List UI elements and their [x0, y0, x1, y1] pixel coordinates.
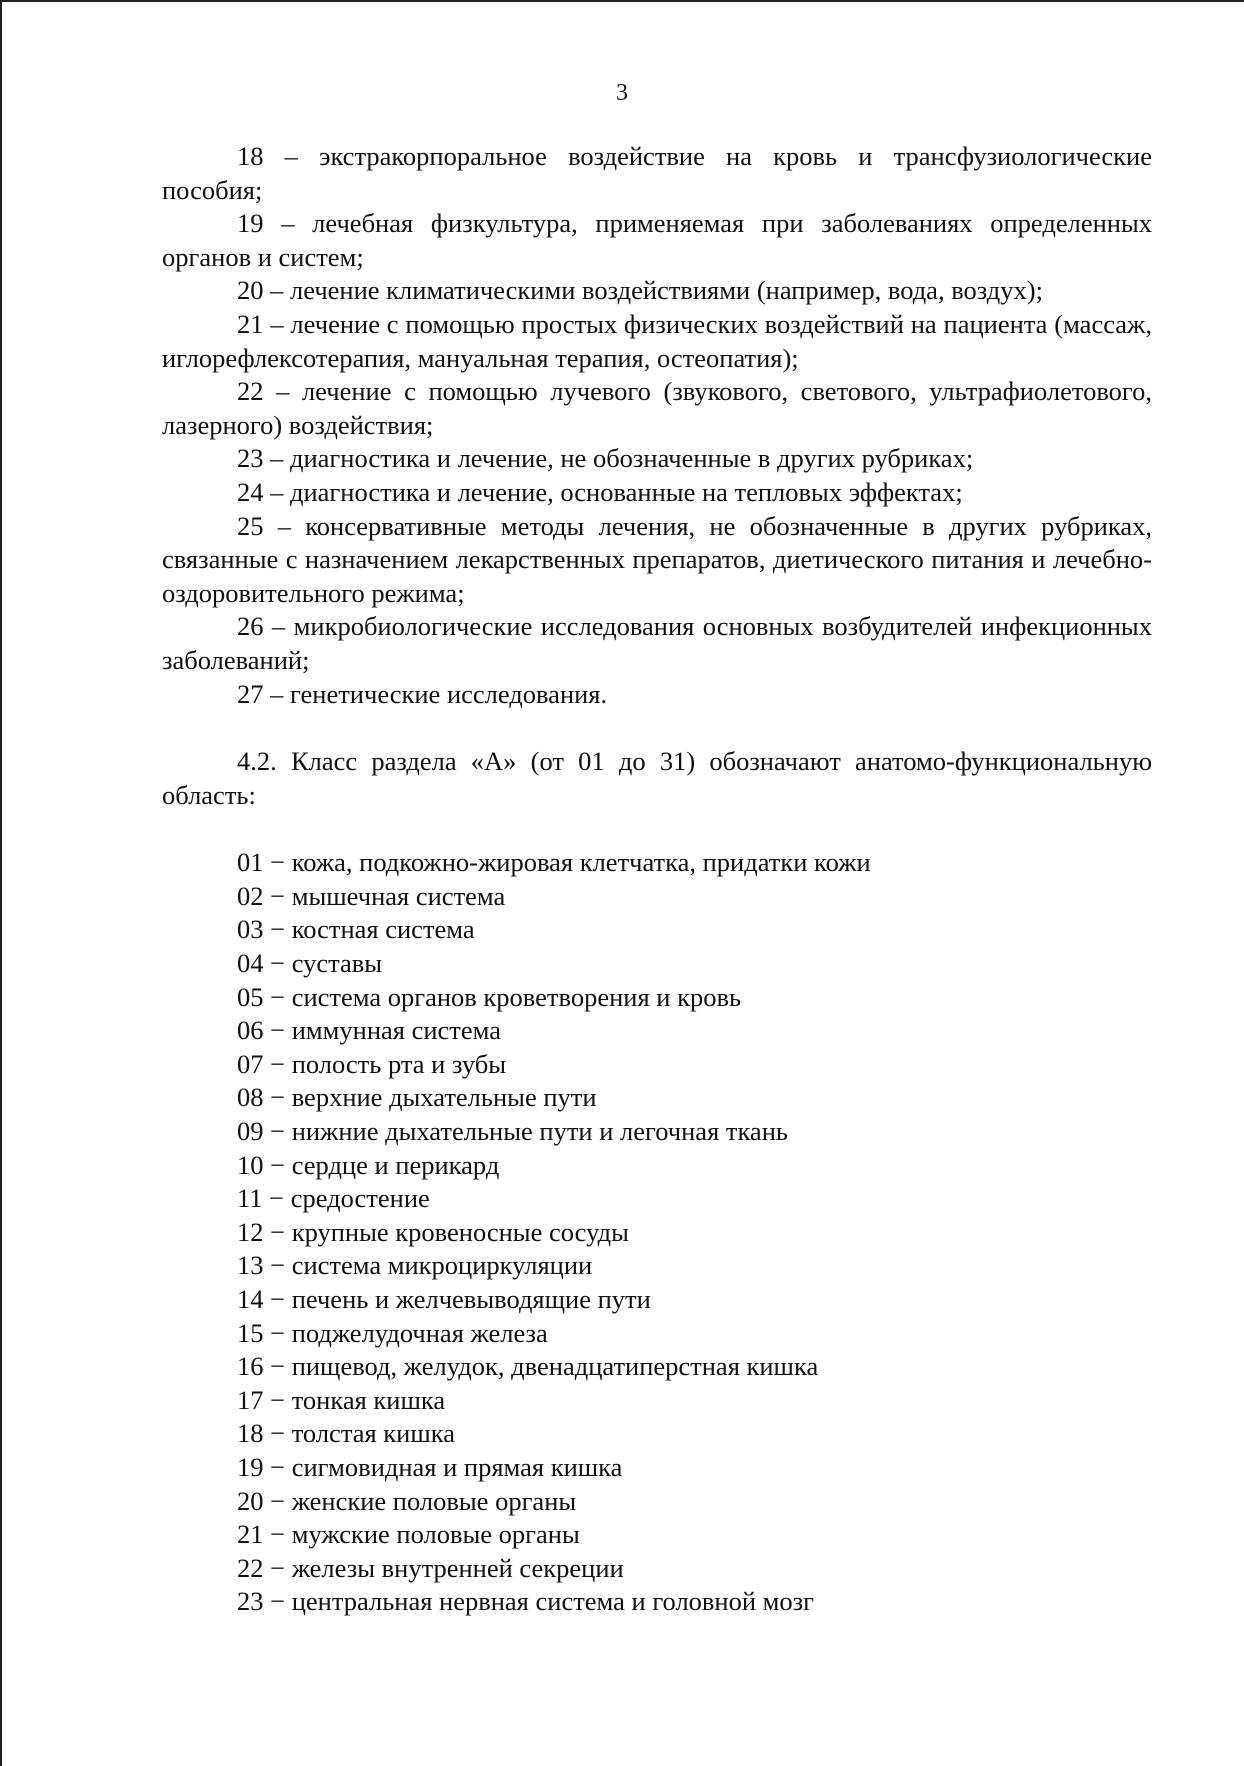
list-item: 22 – лечение с помощью лучевого (звукового, светового, ультрафиолетового, лазерного) воздействия; [162, 376, 1152, 440]
class-items-list [162, 846, 1152, 1619]
list-item: 06 − иммунная система [237, 1015, 502, 1046]
list-item: 22 − железы внутренней секреции [237, 1552, 624, 1583]
list-item: 01 − кожа, подкожно-жировая клетчатка, придатки кожи [237, 847, 871, 878]
section-heading: 4.2. Класс раздела «А» (от 01 до 31) обозначают анатомо-функциональную область: [162, 746, 1152, 810]
scan-border-top [0, 0, 1244, 2]
list-item: 14 − печень и желчевыводящие пути [237, 1284, 651, 1314]
list-item: 19 – лечебная физкультура, применяемая при заболеваниях определенных органов и систем; [162, 208, 1152, 272]
scan-border-left [0, 0, 2, 1766]
list-item: 10 − сердце и перикард [237, 1149, 500, 1180]
list-item: 09 − нижние дыхательные пути и легочная ткань [237, 1116, 788, 1147]
list-item: 27 – генетические исследования. [237, 678, 608, 709]
list-item: 17 − тонкая кишка [237, 1384, 446, 1415]
list-item: 04 − суставы [237, 948, 383, 979]
list-item: 05 − система органов кроветворения и кровь [237, 981, 742, 1012]
list-item: 13 − система микроциркуляции [237, 1250, 593, 1281]
list-item: 07 − полость рта и зубы [237, 1048, 507, 1079]
list-item: 18 – экстракорпоральное воздействие на кровь и трансфузиологические пособия; [162, 141, 1152, 205]
list-item: 15 − поджелудочная железа [237, 1317, 548, 1348]
list-item: 08 − верхние дыхательные пути [237, 1082, 597, 1113]
list-item: 21 − мужские половые органы [237, 1519, 580, 1550]
page-number: 3 [616, 80, 628, 106]
list-item: 23 − центральная нервная система и головной мозг [237, 1586, 815, 1617]
list-item: 19 − сигмовидная и прямая кишка [237, 1451, 623, 1482]
list-item: 03 − костная система [237, 914, 475, 945]
list-item: 21 – лечение с помощью простых физических воздействий на пациента (массаж, иглорефлексотерапия, мануальная терапия, остеопатия); [162, 308, 1152, 373]
top-items-list [162, 140, 1152, 711]
list-item: 18 − толстая кишка [237, 1418, 455, 1449]
list-item: 23 – диагностика и лечение, не обозначенные в других рубриках; [237, 443, 974, 474]
list-item: 24 – диагностика и лечение, основанные на тепловых эффектах; [237, 476, 963, 507]
list-item: 11 − средостение [237, 1183, 430, 1214]
list-item: 20 − женские половые органы [237, 1485, 577, 1516]
list-item: 12 − крупные кровеносные сосуды [237, 1216, 629, 1247]
list-item: 20 – лечение климатическими воздействиями (например, вода, воздух); [237, 275, 1043, 306]
list-item: 16 − пищевод, желудок, двенадцатиперстная кишка [237, 1351, 819, 1382]
list-item: 02 − мышечная система [237, 880, 506, 911]
list-item: 25 – консервативные методы лечения, не обозначенные в других рубриках, связанные с назначением лекарственных препаратов, диетического питания и лечебно-оздоровительного режима; [162, 510, 1152, 608]
list-item: 26 – микробиологические исследования основных возбудителей инфекционных заболеваний; [162, 611, 1152, 675]
document-body [162, 140, 1152, 1619]
